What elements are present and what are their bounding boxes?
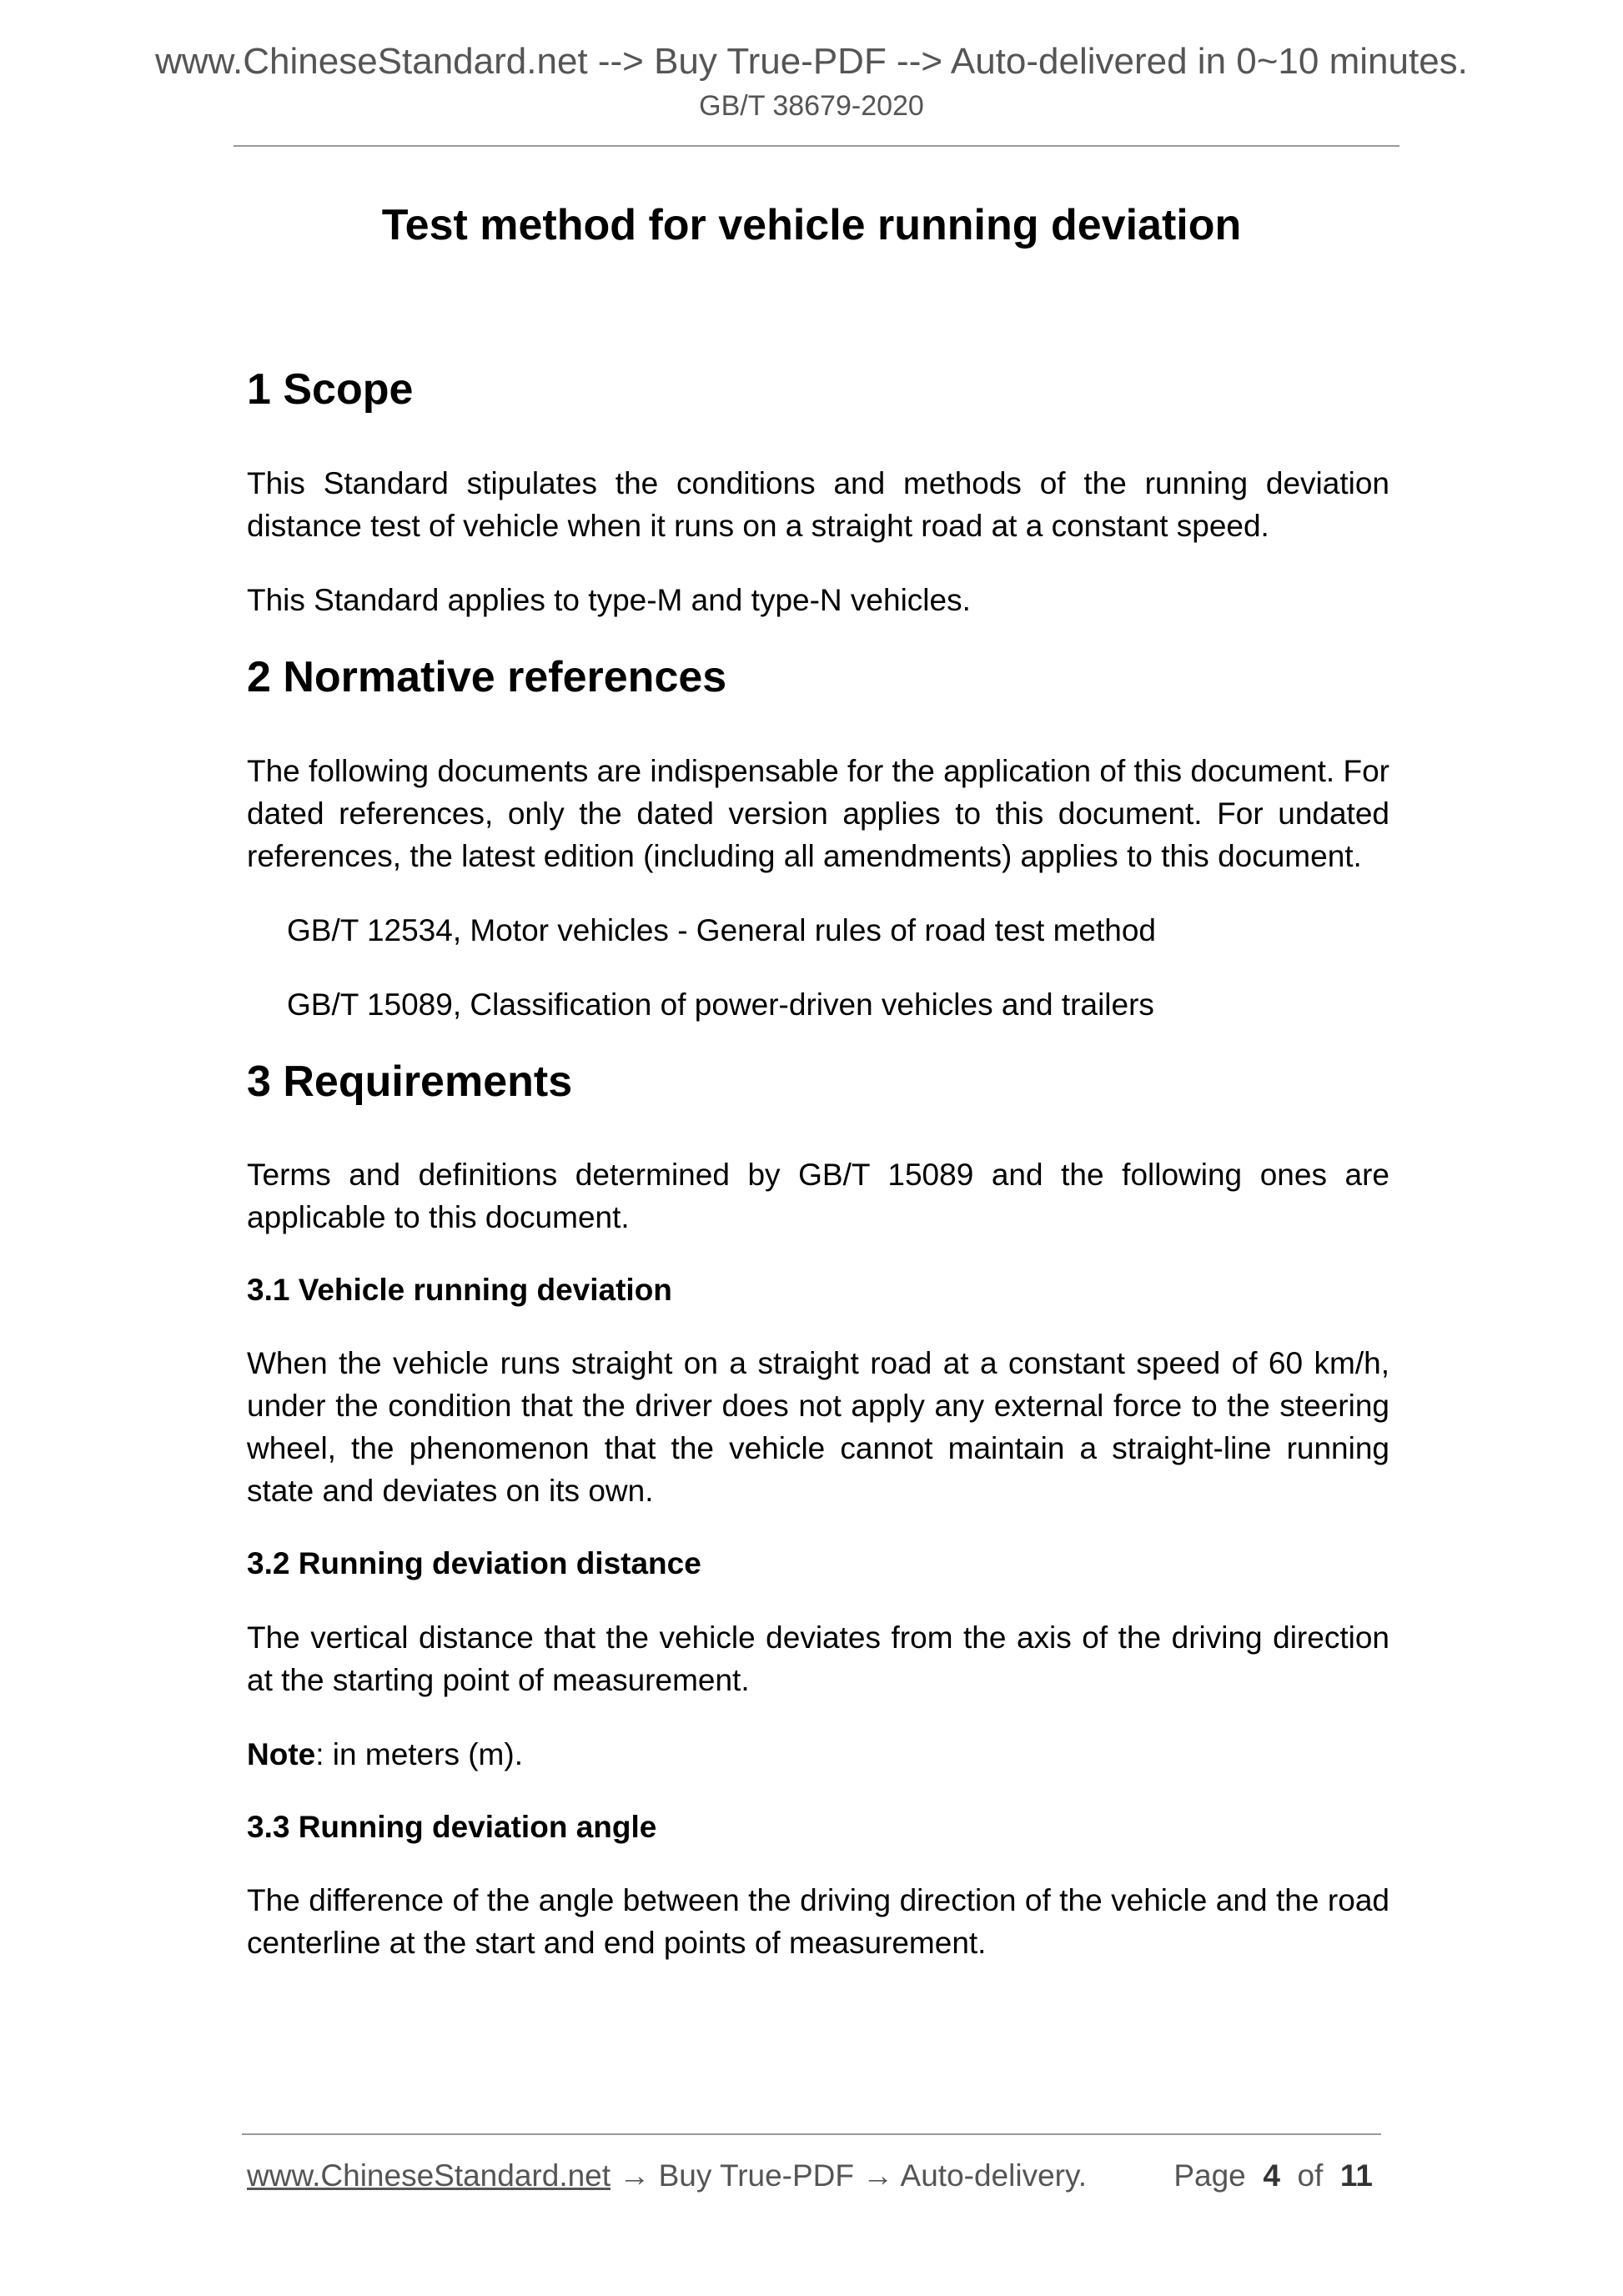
document-body bbox=[247, 365, 1389, 1996]
page-footer bbox=[247, 2160, 1381, 2191]
references-paragraph: The following documents are indispensable for the application of this document. For dated references, only the dated version applies to this document. For undated references, the latest edition (including all amendments) applies to this document. bbox=[247, 753, 1389, 873]
subsection-3-3-text: The difference of the angle between the driving direction of the vehicle and the road centerline at the start and end points of measurement. bbox=[247, 1882, 1389, 1960]
subsection-3-2-text: The vertical distance that the vehicle deviates from the axis of the driving direction at the starting point of measurement. bbox=[247, 1620, 1389, 1697]
note-label: Note bbox=[247, 1736, 316, 1771]
subsection-3-2-heading: 3.2 Running deviation distance bbox=[247, 1546, 701, 1581]
page-current: 4 bbox=[1263, 2158, 1280, 2193]
subsection-3-1-heading: 3.1 Vehicle running deviation bbox=[247, 1273, 672, 1308]
header-banner: www.ChineseStandard.net --> Buy True-PDF --> Auto-delivered in 0~10 minutes. bbox=[155, 41, 1468, 82]
footer-buy-text: Buy True-PDF bbox=[658, 2158, 855, 2193]
page-number bbox=[1173, 2160, 1373, 2191]
of-label: of bbox=[1297, 2158, 1324, 2193]
page-total: 11 bbox=[1339, 2158, 1373, 2193]
section-3-heading: 3 Requirements bbox=[247, 1057, 573, 1106]
footer-delivery-text: Auto-delivery. bbox=[900, 2158, 1088, 2193]
scope-paragraph-2: This Standard applies to type-M and type-N vehicles. bbox=[247, 582, 971, 617]
standard-number: GB/T 38679-2020 bbox=[699, 90, 924, 122]
scope-paragraph-1: This Standard stipulates the conditions and methods of the running deviation distance test of vehicle when it runs on a straight road at a constant speed. bbox=[247, 465, 1389, 543]
footer-site-link[interactable]: www.ChineseStandard.net bbox=[247, 2158, 611, 2193]
note-paragraph bbox=[247, 1733, 1389, 1776]
section-1-heading: 1 Scope bbox=[247, 365, 414, 414]
document-title: Test method for vehicle running deviation bbox=[381, 201, 1242, 249]
subsection-3-3-heading: 3.3 Running deviation angle bbox=[247, 1809, 657, 1844]
section-2-heading: 2 Normative references bbox=[247, 652, 727, 701]
footer-divider bbox=[242, 2133, 1381, 2135]
reference-item: GB/T 12534, Motor vehicles - General rules of road test method bbox=[287, 912, 1156, 947]
requirements-paragraph: Terms and definitions determined by GB/T 15089 and the following ones are applicable to this document. bbox=[247, 1158, 1389, 1235]
arrow-right-icon: → bbox=[619, 2158, 651, 2193]
reference-item: GB/T 15089, Classification of power-driven vehicles and trailers bbox=[287, 987, 1154, 1022]
page-label: Page bbox=[1173, 2158, 1246, 2193]
subsection-3-1-text: When the vehicle runs straight on a straight road at a constant speed of 60 km/h, under the condition that the driver does not apply any external force to the steering wheel, the phenomenon that the vehicle cannot maintain a straight-line running state and deviates on its own. bbox=[247, 1346, 1389, 1509]
arrow-right-icon: → bbox=[862, 2158, 894, 2193]
note-text: : in meters (m). bbox=[315, 1736, 523, 1771]
header-divider bbox=[234, 145, 1399, 147]
